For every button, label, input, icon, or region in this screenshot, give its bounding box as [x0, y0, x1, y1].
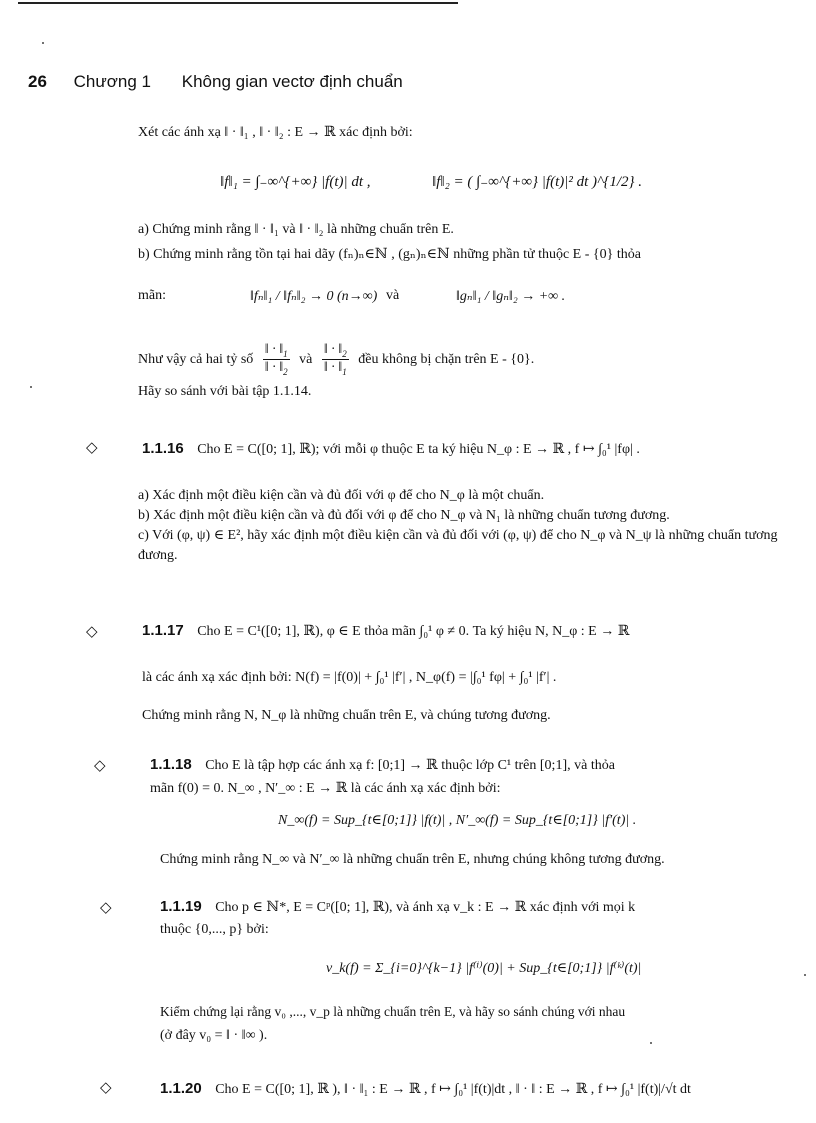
exercise-1-1-19 — [160, 898, 635, 916]
scan-speck — [804, 974, 806, 976]
exercise-1-1-18-conclusion: Chứng minh rằng N_∞ và N′_∞ là những chuẩn trên E, nhưng chúng không tương đương. — [160, 852, 665, 867]
exercise-1-1-18-formula: N_∞(f) = Sup_{t∈[0;1]} |f(t)| , N′_∞(f) = Sup_{t∈[0;1]} |f′(t)| . — [278, 813, 637, 828]
chapter-label: Chương 1 — [73, 72, 152, 91]
scan-speck — [650, 1042, 652, 1044]
formula-norm1: ‖f‖₁ = ∫₋∞^{+∞} |f(t)| dt , — [220, 174, 371, 190]
and-word: và — [386, 288, 400, 303]
limit-1: ‖fₙ‖₁ / ‖fₙ‖₂ → 0 (n→∞) — [250, 289, 378, 304]
ratio-1: $\frac{‖ \cdot ‖_1}{‖ \cdot ‖_2}$ — [264, 342, 288, 377]
exercise-number: 1.1.18 — [150, 756, 192, 773]
page-number: 26 — [28, 72, 47, 91]
exercise-1-1-19-formula: v_k(f) = Σ_{i=0}^{k−1} |f⁽ⁱ⁾(0)| + Sup_{t∈[0;1]} |f⁽ᵏ⁾(t)| — [326, 961, 642, 976]
part-b: b) Chứng minh rằng tồn tại hai dãy (fₙ)ₙ∈ℕ , (gₙ)ₙ∈ℕ những phần tử thuộc E - {0} thỏa — [138, 247, 641, 262]
exercise-statement: Cho E = C([0; 1], ℝ); với mỗi φ thuộc E ta ký hiệu N_φ : E → ℝ , f ↦ ∫₀¹ |fφ| . — [197, 442, 640, 457]
ratio-sentence — [138, 342, 534, 377]
exercise-1-1-17-conclusion: Chứng minh rằng N, N_φ là những chuẩn trên E, và chúng tương đương. — [142, 708, 551, 723]
exercise-statement: Cho E = C¹([0; 1], ℝ), φ ∈ E thỏa mãn ∫₀¹ φ ≠ 0. Ta ký hiệu N, N_φ : E → ℝ — [197, 624, 630, 639]
diamond-icon: ◇ — [100, 898, 112, 916]
scan-speck — [30, 386, 32, 388]
diamond-icon: ◇ — [86, 438, 98, 456]
exercise-statement: Cho p ∈ ℕ*, E = Cᵖ([0; 1], ℝ), và ánh xạ v_k : E → ℝ xác định với mọi k — [215, 900, 636, 915]
item-b: b) Xác định một điều kiện cần và đủ đối với φ để cho N_φ và N₁ là những chuẩn tương đương. — [138, 508, 670, 523]
and-word-2: và — [299, 351, 313, 367]
exercise-number: 1.1.20 — [160, 1080, 202, 1097]
exercise-1-1-18 — [150, 756, 615, 774]
ratio-sentence-start: Như vậy cả hai tỷ số — [138, 351, 254, 367]
exercise-number: 1.1.16 — [142, 440, 184, 457]
exercise-number: 1.1.19 — [160, 898, 202, 915]
exercise-1-1-16-items — [138, 486, 798, 566]
scan-speck — [42, 42, 44, 44]
diamond-icon: ◇ — [94, 756, 106, 774]
exercise-1-1-19-conclusion: Kiểm chứng lại rằng v₀ ,..., v_p là những chuẩn trên E, và hãy so sánh chúng với nhau — [160, 1004, 626, 1019]
ratio-2: $\frac{‖ \cdot ‖_2}{‖ \cdot ‖_1}$ — [323, 342, 347, 377]
prelude-intro: Xét các ánh xạ ‖ · ‖₁ , ‖ · ‖₂ : E → ℝ xác định bởi: — [138, 125, 413, 140]
compare-note: Hãy so sánh với bài tập 1.1.14. — [138, 384, 312, 399]
top-rule — [18, 2, 458, 4]
exercise-1-1-17-line2: là các ánh xạ xác định bởi: N(f) = |f(0)| + ∫₀¹ |f′| , N_φ(f) = |∫₀¹ fφ| + ∫₀¹ |f′| . — [142, 670, 557, 685]
item-c: c) Với (φ, ψ) ∈ E², hãy xác định một điều kiện cần và đủ đối với (φ, ψ) để cho N_φ và N_ψ là những chuẩn tương đương. — [138, 528, 778, 563]
diamond-icon: ◇ — [100, 1078, 112, 1096]
ratio-sentence-end: đều không bị chặn trên E - {0}. — [358, 351, 535, 367]
exercise-statement: Cho E là tập hợp các ánh xạ f: [0;1] → ℝ thuộc lớp C¹ trên [0;1], và thỏa — [205, 758, 615, 773]
exercise-1-1-17 — [142, 622, 629, 640]
exercise-1-1-18-line2: mãn f(0) = 0. N_∞ , N′_∞ : E → ℝ là các ánh xạ xác định bởi: — [150, 781, 501, 796]
item-a: a) Xác định một điều kiện cần và đủ đối với φ để cho N_φ là một chuẩn. — [138, 488, 545, 503]
exercise-statement: Cho E = C([0; 1], ℝ ), ‖ · ‖₁ : E → ℝ , f ↦ ∫₀¹ |f(t)|dt , ‖ · ‖ : E → ℝ , f ↦ ∫₀¹ |f(t)|/√t dt — [215, 1082, 691, 1097]
limit-2: ‖gₙ‖₁ / ‖gₙ‖₂ → +∞ . — [456, 289, 566, 304]
page-header — [28, 72, 403, 92]
exercise-1-1-16 — [142, 440, 640, 458]
part-a: a) Chứng minh rằng ‖ · ‖₁ và ‖ · ‖₂ là những chuẩn trên E. — [138, 222, 454, 237]
exercise-1-1-20 — [160, 1080, 691, 1098]
formula-norm2: ‖f‖₂ = ( ∫₋∞^{+∞} |f(t)|² dt )^{1/2} . — [432, 174, 643, 190]
diamond-icon: ◇ — [86, 622, 98, 640]
exercise-number: 1.1.17 — [142, 622, 184, 639]
man-label: mãn: — [138, 288, 166, 303]
exercise-1-1-19-line2: thuộc {0,..., p} bởi: — [160, 922, 269, 937]
chapter-title: Không gian vectơ định chuẩn — [181, 72, 403, 91]
exercise-1-1-19-note: (ở đây v₀ = ‖ · ‖∞ ). — [160, 1028, 268, 1043]
